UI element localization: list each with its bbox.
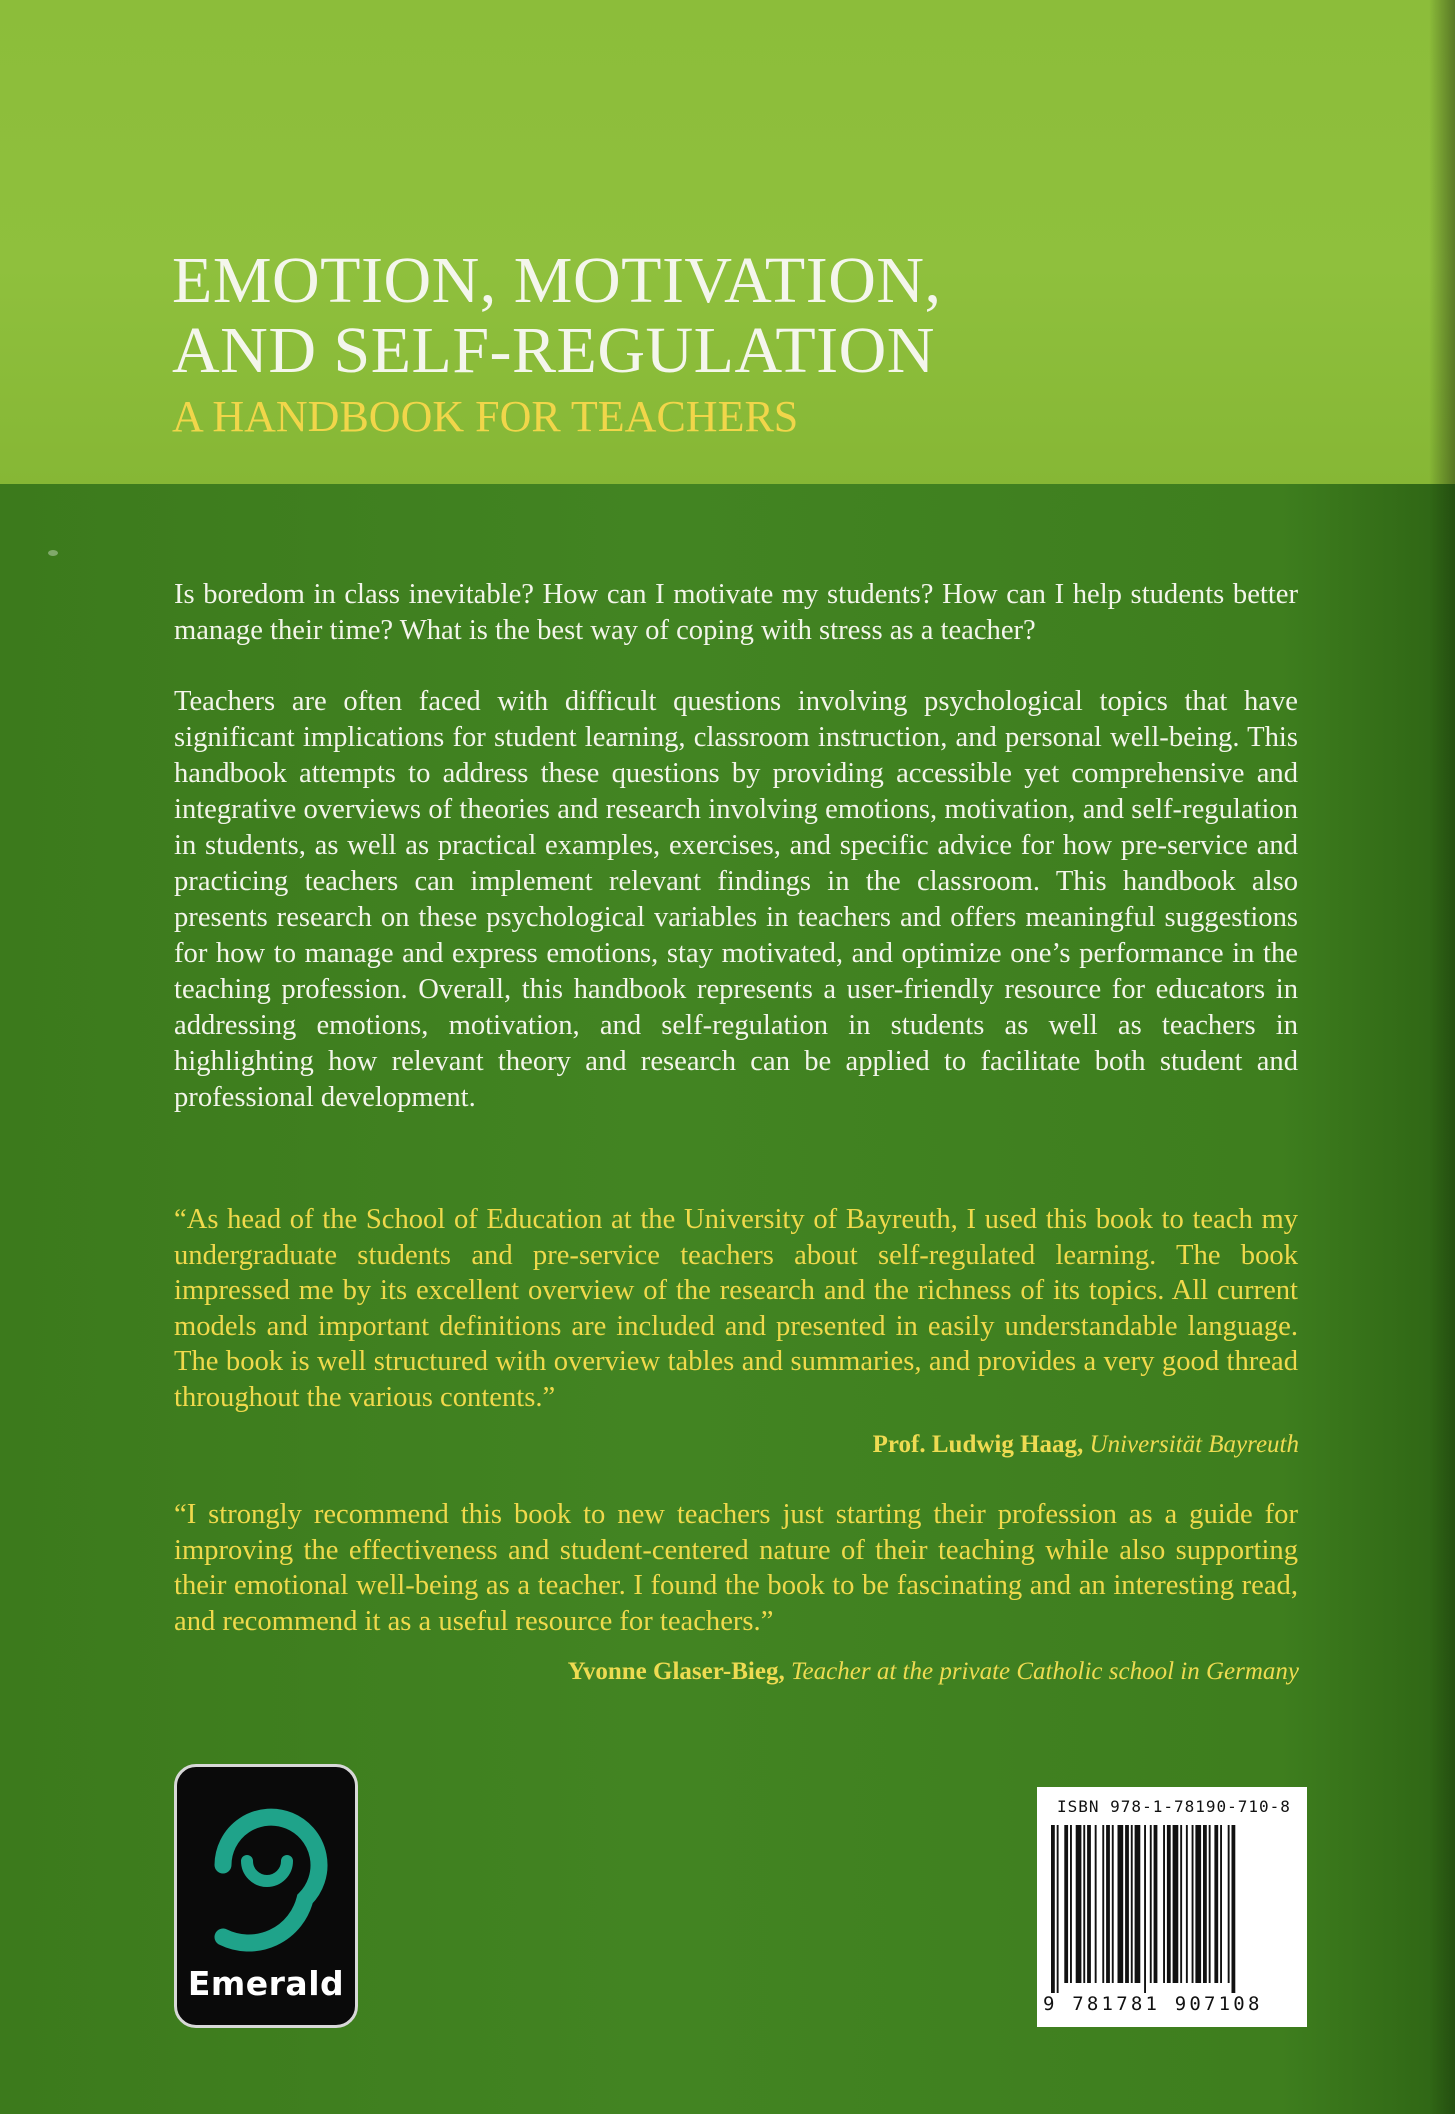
- barcode-bar: [1064, 1825, 1068, 1983]
- barcode-bar: [1087, 1825, 1091, 1983]
- title-line-2: AND SELF-REGULATION: [172, 314, 935, 387]
- barcode-bar: [1057, 1825, 1059, 1993]
- barcode-bar: [1220, 1825, 1222, 1983]
- barcode-bar: [1154, 1825, 1158, 1983]
- barcode-bar: [1112, 1825, 1114, 1983]
- publisher-name: Emerald: [187, 1964, 345, 2003]
- barcode-bar: [1214, 1825, 1218, 1983]
- isbn-barcode: [1037, 1787, 1307, 2027]
- barcode-digits: 9 781781 907108: [1043, 1993, 1263, 2015]
- barcode-bar: [1163, 1825, 1165, 1983]
- barcode-bar: [1195, 1825, 1201, 1983]
- barcode-bar: [1076, 1825, 1082, 1983]
- barcode-bar: [1150, 1825, 1152, 1983]
- barcode-bar: [1125, 1825, 1129, 1983]
- endorsement-quote-2: “I strongly recommend this book to new teachers just starting their profession as a guide for improving the effectiveness and student-centered nature of their teaching while also supporting their emotional well-being as a teacher. I found the book to be fascinating and an interesting read, and recommend it as a useful resource for teachers.”: [174, 1499, 1298, 1637]
- blurb-paragraph-1: Is boredom in class inevitable? How can I motivate my students? How can I help students better manage their time? What is the best way of coping with stress as a teacher?: [174, 579, 1298, 646]
- endorser-affiliation-2: Teacher at the private Catholic school in Germany: [790, 1658, 1299, 1685]
- spine-edge: [1429, 0, 1455, 2114]
- barcode-bar: [1180, 1825, 1182, 1983]
- barcode-bars: [1051, 1825, 1293, 1995]
- barcode-bar: [1070, 1825, 1072, 1983]
- isbn-label: ISBN 978-1-78190-710-8: [1057, 1797, 1291, 1816]
- barcode-bar: [1118, 1825, 1124, 1983]
- barcode-bar: [1186, 1825, 1188, 1983]
- barcode-bar: [1209, 1825, 1211, 1983]
- book-title: [172, 246, 942, 386]
- endorsement-attribution-1: [299, 1430, 1299, 1460]
- endorser-affiliation-1: Universität Bayreuth: [1089, 1431, 1299, 1458]
- barcode-bar: [1106, 1825, 1110, 1983]
- endorser-name-1: Prof. Ludwig Haag,: [872, 1431, 1084, 1458]
- barcode-bar: [1203, 1825, 1207, 1983]
- book-subtitle: A HANDBOOK FOR TEACHERS: [172, 392, 799, 441]
- barcode-bar: [1083, 1825, 1085, 1983]
- barcode-bar: [1051, 1825, 1055, 1993]
- barcode-bar: [1173, 1825, 1179, 1983]
- barcode-bar: [1135, 1825, 1141, 1983]
- title-line-1: EMOTION, MOTIVATION,: [172, 244, 942, 317]
- barcode-bar: [1232, 1825, 1236, 1993]
- emerald-swirl-icon: [193, 1787, 339, 1957]
- blurb-paragraph-2: Teachers are often faced with difficult questions involving psychological topics that have significant implications for student learning, classroom instruction, and personal well-being. This handbook attempts to address these questions by providing accessible yet comprehensive and integrative overviews of theories and research involving emotions, motivation, and self-regulation in students, as well as practical examples, exercises, and specific advice for how pre-service and practicing teachers can implement relevant findings in the classroom. This handbook also presents research on these psychological variables in teachers and offers meaningful suggestions for how to manage and express emotions, stay motivated, and optimize one’s performance in the teaching profession. Overall, this handbook represents a user-friendly resource for educators in addressing emotions, motivation, and self-regulation in students as well as teachers in highlighting how relevant theory and research can be applied to facilitate both student and professional development.: [174, 686, 1298, 1113]
- barcode-bar: [1102, 1825, 1104, 1983]
- endorsement-quote-1: “As head of the School of Education at the University of Bayreuth, I used this book to teach my undergraduate students and pre-service teachers about self-regulated learning. The book impressed me by its excellent overview of the research and the richness of its topics. All current models and important definitions are included and presented in easily understandable language. The book is well structured with overview tables and summaries, and provides a very good thread throughout the various contents.”: [174, 1204, 1298, 1413]
- publisher-logo: [174, 1764, 358, 2028]
- barcode-bar: [1167, 1825, 1171, 1983]
- endorsement-attribution-2: [299, 1657, 1299, 1687]
- barcode-bar: [1228, 1825, 1230, 1983]
- barcode-bar: [1192, 1825, 1194, 1983]
- cover-speck: [48, 550, 58, 556]
- endorser-name-2: Yvonne Glaser-Bieg,: [567, 1658, 785, 1685]
- barcode-bar: [1095, 1825, 1097, 1983]
- barcode-bar: [1131, 1825, 1133, 1983]
- barcode-bar: [1144, 1825, 1146, 1993]
